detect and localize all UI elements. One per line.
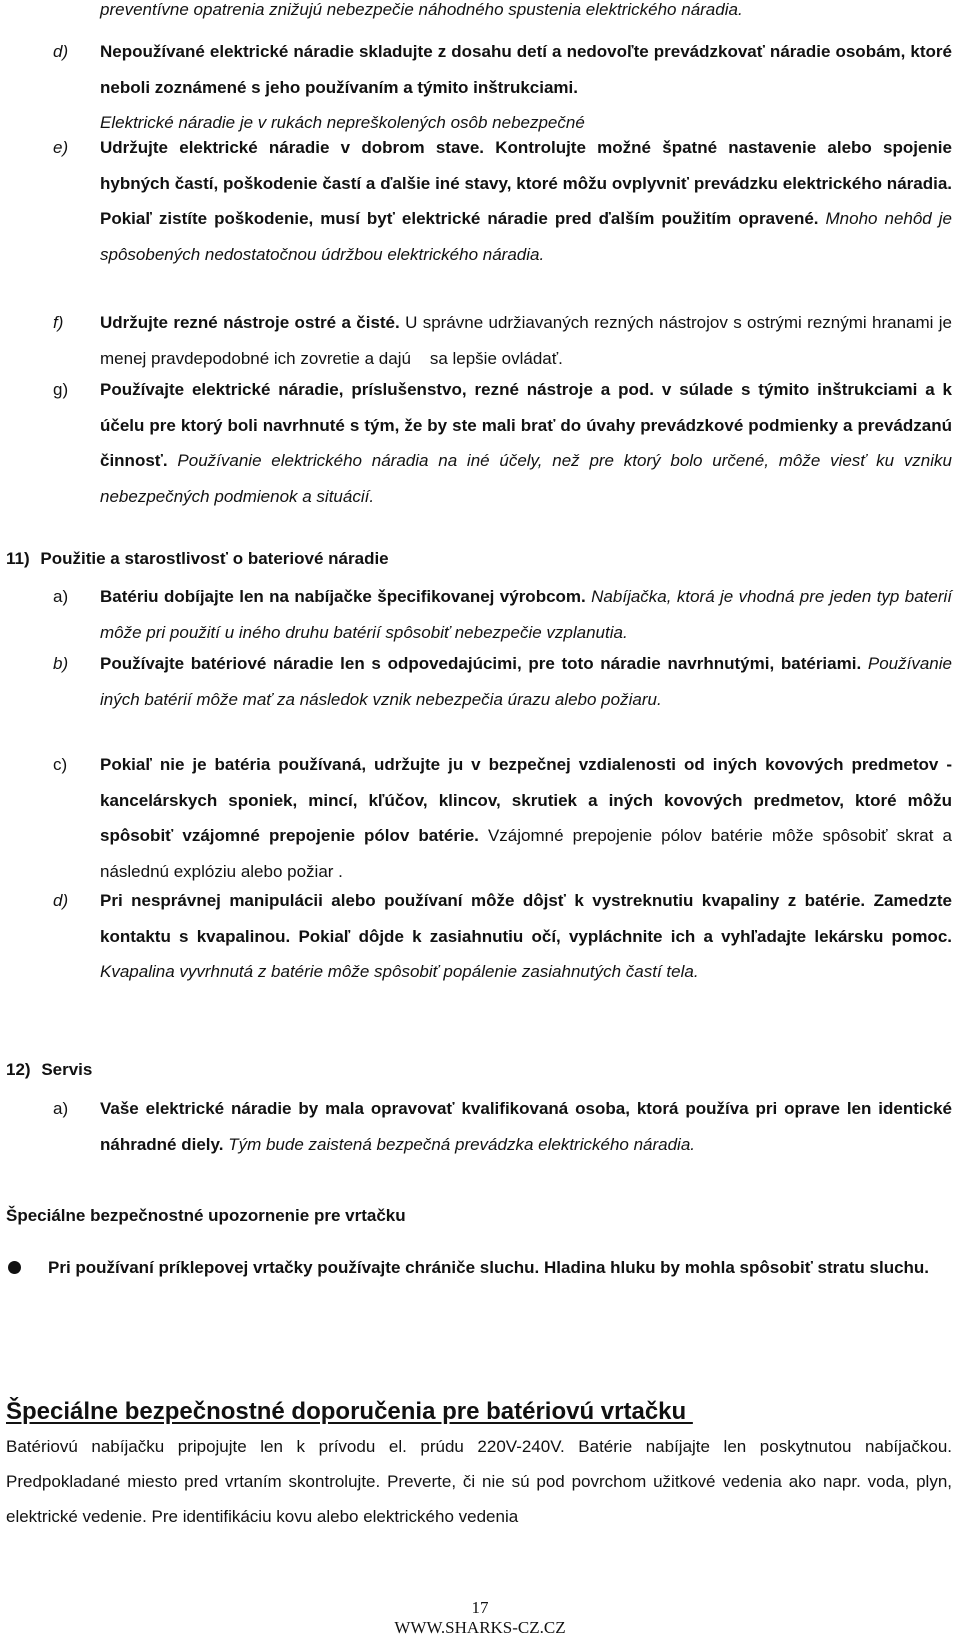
battery-drill-paragraph: Batériovú nabíjačku pripojujte len k prívodu el. prúdu 220V-240V. Batérie nabíjajte len poskytnutou nabíjačkou. Predpokladané miesto pred vrtaním skontrolujte. Preverte, či nie sú pod povrchom užitkové vedenia ako napr. voda, plyn, elektrické vedenie. Pre identifikáciu kovu alebo elektrického vedenia (6, 1437, 952, 1526)
item-italic-text: Používanie iných batérií môže mať za následok vznik nebezpečia úrazu alebo požiaru. (100, 654, 952, 709)
list-item (100, 579, 952, 650)
list-item (100, 372, 952, 514)
item-italic-text: Nabíjačka, ktorá je vhodná pre jeden typ baterií môže pri použití u iného druhu batérií spôsobiť nebezpečie vzplanutia. (100, 587, 953, 642)
item-bold-text: Udržujte rezné nástroje ostré a čisté. (100, 313, 400, 332)
list-item (100, 646, 952, 717)
item-italic-text: Mnoho nehôd je spôsobených nedostatočnou údržbou elektrického náradia. (100, 209, 952, 264)
section-number: 11) (6, 549, 30, 568)
item-marker: g) (53, 380, 69, 399)
bullet-icon (8, 1261, 21, 1274)
item-marker: b) (53, 654, 69, 673)
item-marker: d) (53, 891, 69, 910)
item-marker: a) (53, 1099, 69, 1118)
special-warning-title: Špeciálne bezpečnostné upozornenie pre vrtačku (6, 1206, 406, 1225)
item-marker: f) (53, 313, 64, 332)
item-bold-text: Nepoužívané elektrické náradie skladujte z dosahu detí a nedovoľte prevádzkovať náradie osobám, ktoré neboli zoznámené s jeho používaním a týmito inštrukciami. (100, 42, 952, 97)
item-italic-text: Používanie elektrického náradia na iné účely, než pre ktorý bolo určené, môže viesť ku vzniku nebezpečných podmienok a situácií. (100, 451, 952, 506)
battery-drill-title: Špeciálne bezpečnostné doporučenia pre batériovú vrtačku (6, 1398, 693, 1425)
item-marker: a) (53, 587, 69, 606)
special-warning-text: Pri používaní príklepovej vrtačky používajte chrániče sluchu. Hladina hluku by mohla spôsobiť stratu sluchu. (48, 1258, 930, 1277)
intro-line: preventívne opatrenia znižujú nebezpečie náhodného spustenia elektrického náradia. (100, 0, 743, 19)
page-number: 17 (471, 1598, 489, 1617)
section-title: Použitie a starostlivosť o bateriové náradie (40, 549, 389, 568)
item-bold-text: Pri nesprávnej manipulácii alebo používaní môže dôjsť k vystreknutiu kvapaliny z batérie. Zamedzte kontaktu s kvapalinou. Pokiaľ dôjde k zasiahnutiu očí, vypláchnite ich a vyhľadajte lekársku pomoc. (100, 891, 952, 946)
section-heading (6, 1055, 92, 1085)
section-number: 12) (6, 1060, 31, 1079)
item-italic-text: Elektrické náradie je v rukách nepreškolených osôb nebezpečné (100, 113, 585, 132)
footer-website: WWW.SHARKS-CZ.CZ (394, 1618, 566, 1637)
item-marker: e) (53, 138, 69, 157)
item-bold-text: Používajte elektrické náradie, príslušenstvo, rezné nástroje a pod. v súlade s týmito inštrukciami a k účelu pre ktorý boli navrhnuté s tým, že by ste mali brať do úvahy prevádzkové podmienky a prevádzanú činnosť. (100, 380, 952, 470)
item-normal-text: U správne udržiavaných rezných nástrojov s ostrými reznými hranami je menej pravdepodobné ich zovretie a dajú sa lepšie ovládať. (100, 313, 957, 368)
item-bold-text: Pokiaľ nie je batéria používaná, udržujte ju v bezpečnej vzdialenosti od iných kovových predmetov - kancelárskych sponiek, mincí, kľúčov, klincov, skrutiek a iných kovových predmetov, ktoré môžu spôsobiť vzájomné prepojenie pólov batérie. (100, 755, 952, 845)
item-bold-text: Vaše elektrické náradie by mala opravovať kvalifikovaná osoba, ktorá používa pri oprave len identické náhradné diely. (100, 1099, 952, 1154)
item-bold-text: Udržujte elektrické náradie v dobrom stave. Kontrolujte možné špatné nastavenie alebo spojenie hybných častí, poškodenie častí a ďalšie iné stavy, ktoré môžu ovplyvniť prevádzku elektrického náradia. Pokiaľ zistíte poškodenie, musí byť elektrické náradie pred ďalším použitím opravené. (100, 138, 952, 228)
item-marker: c) (53, 755, 68, 774)
item-normal-text: Vzájomné prepojenie pólov batérie môže spôsobiť skrat a následnú explóziu alebo požiar . (100, 826, 952, 881)
item-bold-text: Používajte batériové náradie len s odpovedajúcimi, pre toto náradie navrhnutými, batériami. (100, 654, 862, 673)
item-bold-text: Batériu dobíjajte len na nabíjačke špecifikovanej výrobcom. (100, 587, 586, 606)
list-item (100, 1091, 952, 1162)
list-item (100, 883, 952, 990)
item-marker: d) (53, 42, 69, 61)
list-item (100, 130, 952, 272)
item-italic-text: Tým bude zaistená bezpečná prevádzka elektrického náradia. (228, 1134, 696, 1154)
list-item (100, 34, 952, 141)
list-item (100, 747, 952, 889)
list-item (100, 305, 957, 376)
section-heading (6, 544, 389, 574)
section-title: Servis (41, 1060, 93, 1079)
item-italic-text: Kvapalina vyvrhnutá z batérie môže spôsobiť popálenie zasiahnutých častí tela. (100, 962, 699, 981)
